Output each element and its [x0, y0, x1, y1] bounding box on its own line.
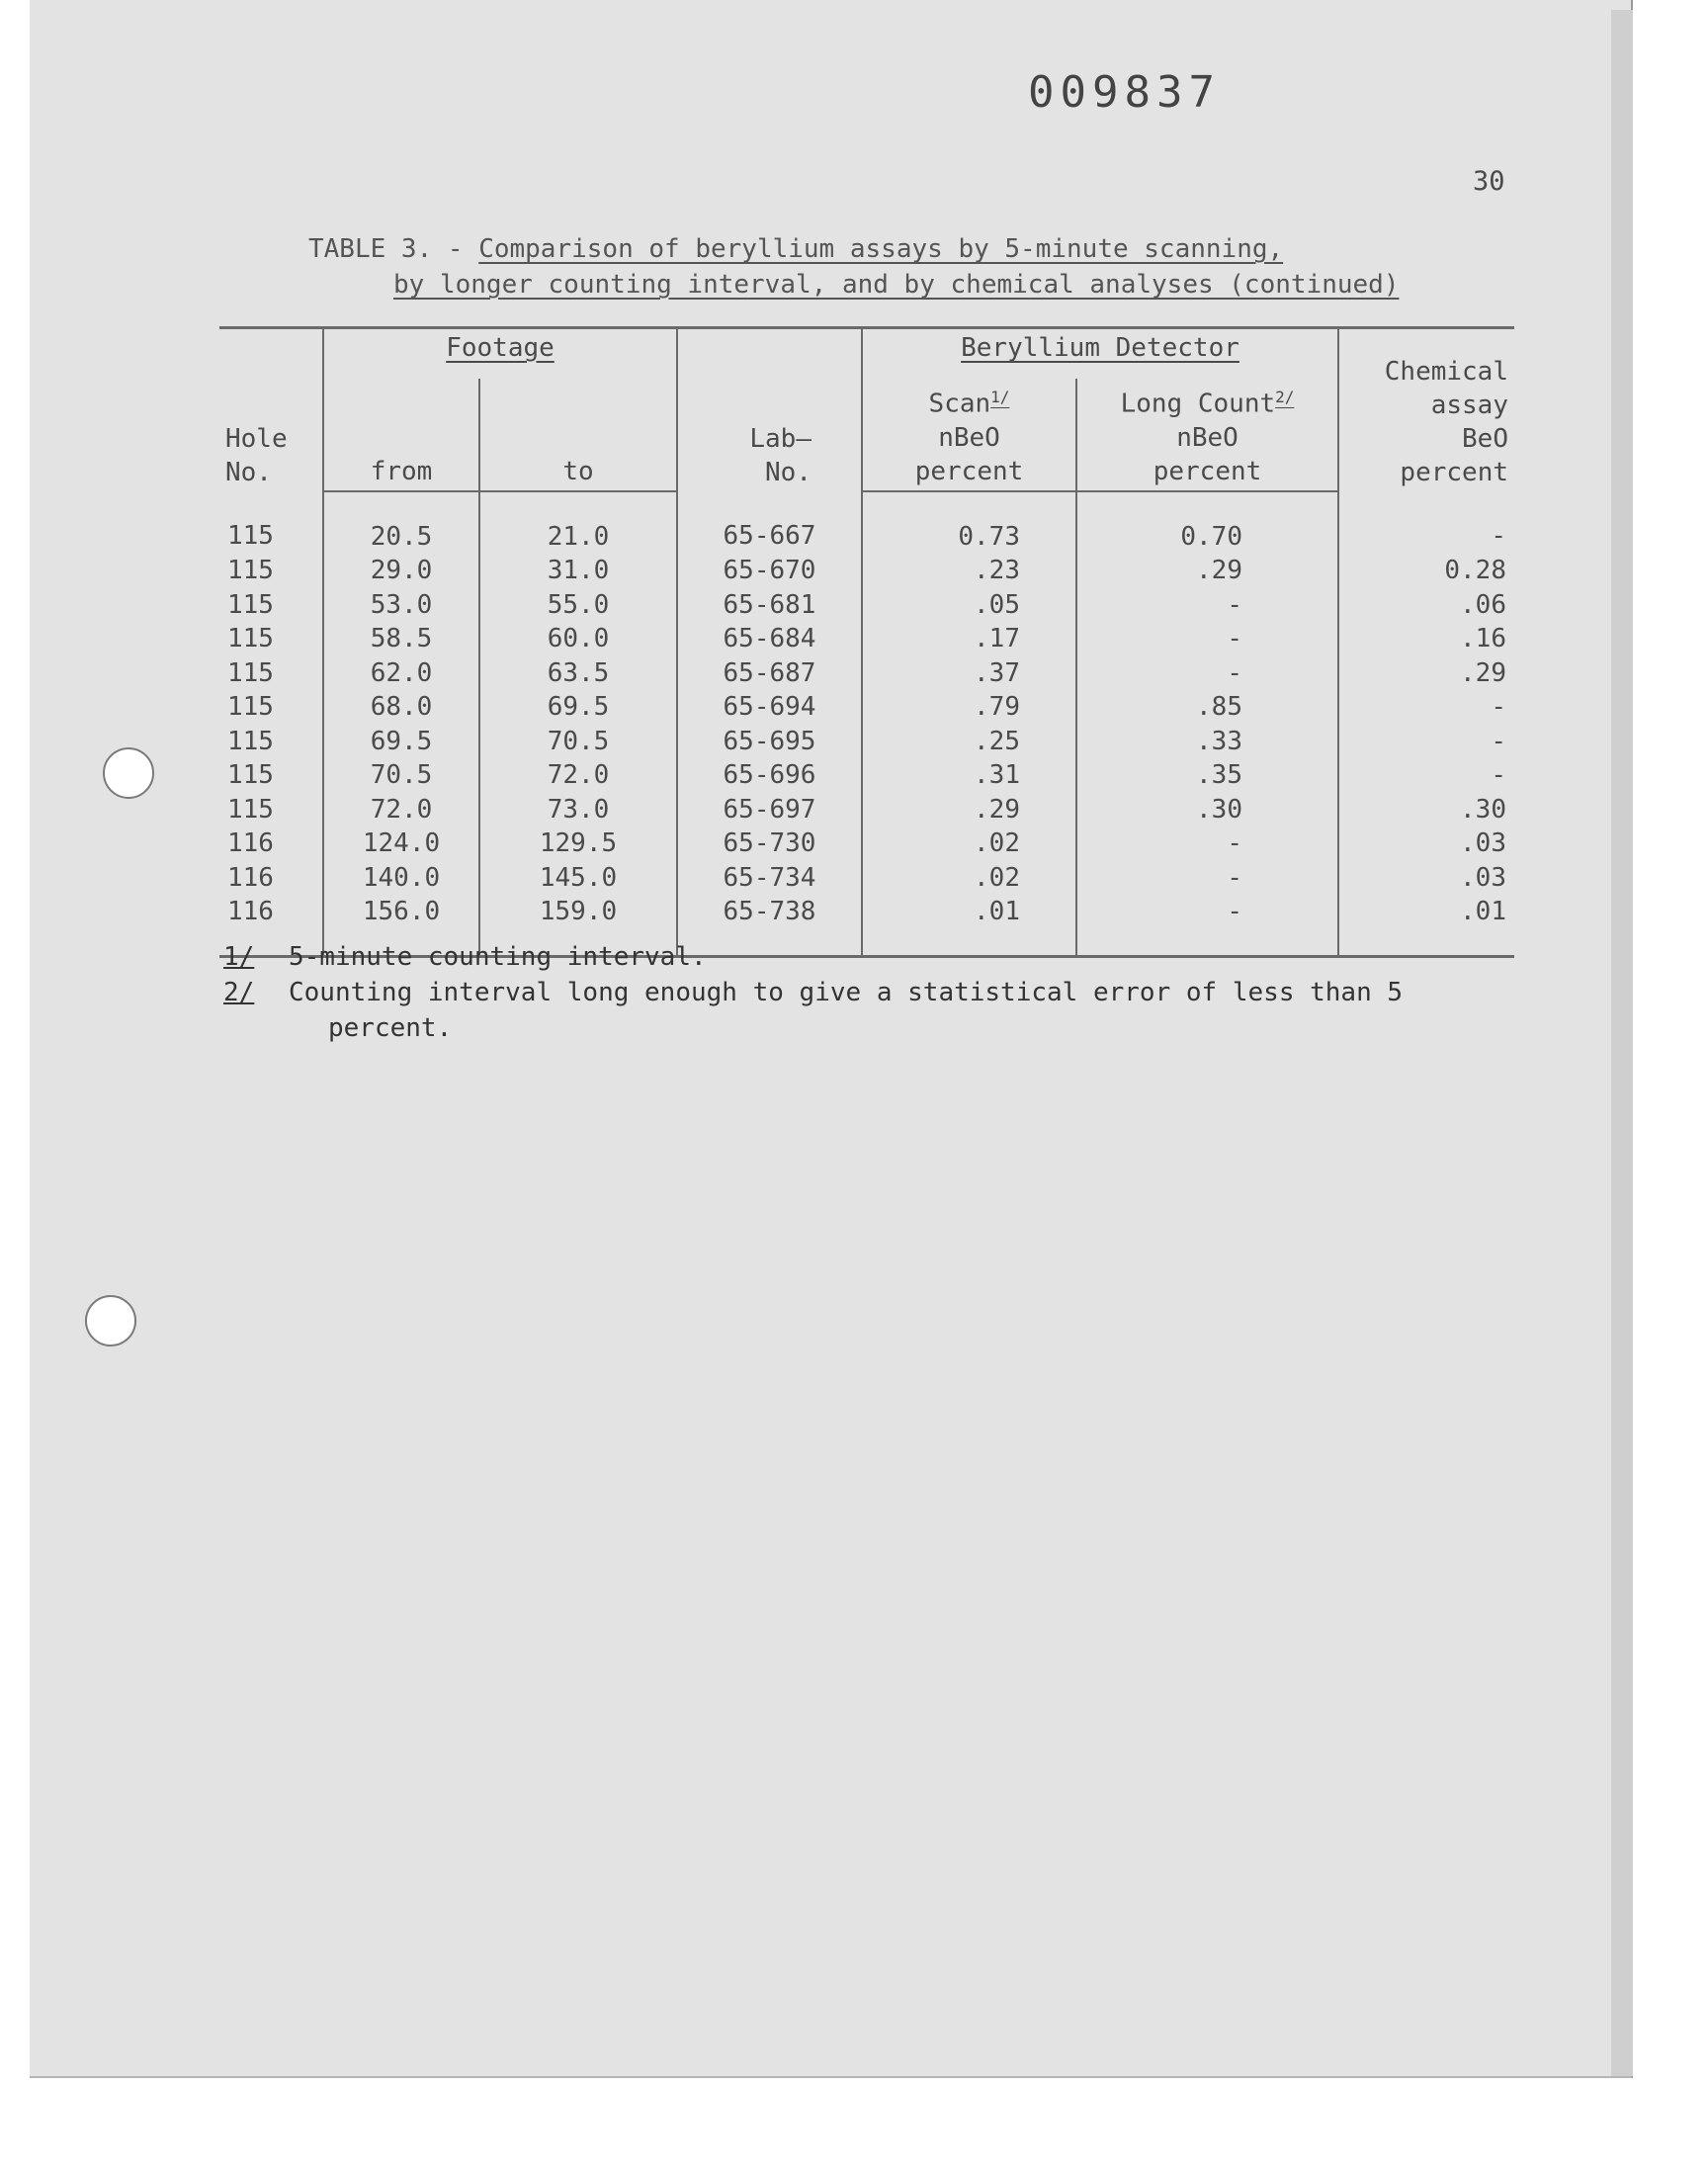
cell-chemical-beo: - — [1338, 690, 1514, 725]
cell-scan-nbeo: .02 — [862, 826, 1076, 861]
cell-lab-no: 65-730 — [677, 826, 862, 861]
cell-footage-from: 156.0 — [323, 895, 479, 956]
header-row-1 — [219, 328, 1514, 380]
cell-lab-no: 65-696 — [677, 758, 862, 793]
cell-scan-nbeo: .17 — [862, 622, 1076, 656]
cell-chemical-beo: .29 — [1338, 656, 1514, 691]
cell-scan-nbeo: .02 — [862, 861, 1076, 896]
header-footage: Footage — [323, 328, 677, 380]
cell-long-count-nbeo: - — [1076, 826, 1338, 861]
footnote-2 — [223, 975, 1403, 1010]
page-edge-shadow — [1611, 10, 1633, 2076]
cell-lab-no: 65-681 — [677, 588, 862, 623]
cell-footage-from: 58.5 — [323, 622, 479, 656]
cell-hole-no: 116 — [227, 828, 274, 859]
header-lab: Lab— No. — [677, 328, 862, 491]
header-from: from — [323, 379, 479, 491]
caption-line-2 — [308, 267, 1399, 303]
cell-lab-no: 65-734 — [677, 861, 862, 896]
cell-chemical-beo: - — [1338, 725, 1514, 759]
cell-footage-from: 68.0 — [323, 690, 479, 725]
cell-chemical-beo: .16 — [1338, 622, 1514, 656]
cell-hole-no: 115 — [227, 556, 274, 586]
cell-footage-to: 70.5 — [479, 725, 677, 759]
cell-chemical-beo: - — [1338, 758, 1514, 793]
cell-footage-to: 72.0 — [479, 758, 677, 793]
cell-chemical-beo: - — [1338, 491, 1514, 555]
cell-chemical-beo: .03 — [1338, 826, 1514, 861]
long-count-footnote-ref: 2/ — [1275, 388, 1295, 406]
cell-footage-from: 69.5 — [323, 725, 479, 759]
cell-footage-from: 72.0 — [323, 793, 479, 827]
beryllium-assay-table — [219, 326, 1514, 958]
cell-footage-to: 69.5 — [479, 690, 677, 725]
cell-scan-nbeo: .37 — [862, 656, 1076, 691]
cell-chemical-beo: .01 — [1338, 895, 1514, 956]
cell-footage-to: 60.0 — [479, 622, 677, 656]
cell-scan-nbeo: .29 — [862, 793, 1076, 827]
cell-footage-to: 63.5 — [479, 656, 677, 691]
punch-hole-lower — [85, 1295, 136, 1347]
cell-long-count-nbeo: .85 — [1076, 690, 1338, 725]
header-chemical-assay: Chemical assay BeO percent — [1338, 328, 1514, 491]
header-to: to — [479, 379, 677, 491]
table-row — [219, 656, 1514, 691]
cell-footage-to: 159.0 — [479, 895, 677, 956]
cell-scan-nbeo: .31 — [862, 758, 1076, 793]
cell-chemical-beo: .03 — [1338, 861, 1514, 896]
table-row — [219, 826, 1514, 861]
cell-hole-no: 115 — [227, 589, 274, 620]
cell-hole-no: 115 — [227, 760, 274, 791]
header-hole: Hole No. — [219, 328, 323, 491]
cell-footage-to: 145.0 — [479, 861, 677, 896]
cell-hole-no: 115 — [227, 521, 274, 552]
table-body — [219, 491, 1514, 957]
page-number: 30 — [1473, 166, 1505, 197]
cell-footage-from: 70.5 — [323, 758, 479, 793]
cell-footage-to: 21.0 — [479, 491, 677, 555]
cell-scan-nbeo: .25 — [862, 725, 1076, 759]
cell-long-count-nbeo: - — [1076, 895, 1338, 956]
cell-footage-to: 73.0 — [479, 793, 677, 827]
header-long-count: Long Count$^{2/}$ nBeO percent — [1076, 379, 1338, 491]
cell-hole-no: 116 — [227, 862, 274, 893]
cell-footage-from: 140.0 — [323, 861, 479, 896]
cell-scan-nbeo: .01 — [862, 895, 1076, 956]
table-row — [219, 554, 1514, 588]
cell-hole-no: 115 — [227, 624, 274, 654]
caption-label: TABLE 3. - — [308, 234, 479, 264]
footnote-2-continuation: percent. — [328, 1013, 453, 1043]
cell-footage-to: 129.5 — [479, 826, 677, 861]
cell-long-count-nbeo: .30 — [1076, 793, 1338, 827]
footnotes — [223, 939, 1403, 1046]
cell-chemical-beo: .30 — [1338, 793, 1514, 827]
punch-hole-upper — [103, 747, 154, 799]
table-row — [219, 793, 1514, 827]
cell-long-count-nbeo: .35 — [1076, 758, 1338, 793]
header-row-2 — [219, 379, 1514, 491]
cell-long-count-nbeo: - — [1076, 588, 1338, 623]
cell-hole-no: 115 — [227, 657, 274, 688]
cell-long-count-nbeo: .29 — [1076, 554, 1338, 588]
cell-lab-no: 65-695 — [677, 725, 862, 759]
cell-footage-from: 62.0 — [323, 656, 479, 691]
header-beryllium-detector: Beryllium Detector — [862, 328, 1338, 380]
cell-lab-no: 65-670 — [677, 554, 862, 588]
cell-scan-nbeo: 0.73 — [862, 491, 1076, 555]
caption-line-1 — [308, 231, 1399, 267]
footnote-1-text: 5-minute counting interval. — [289, 942, 707, 972]
cell-hole-no: 115 — [227, 692, 274, 723]
caption-title-part-2: by longer counting interval, and by chemical analyses (continued) — [393, 270, 1400, 300]
cell-scan-nbeo: .23 — [862, 554, 1076, 588]
footnote-1-mark: 1/ — [223, 942, 255, 972]
caption-title-part-1: Comparison of beryllium assays by 5-minute scanning, — [478, 234, 1284, 264]
cell-lab-no: 65-697 — [677, 793, 862, 827]
cell-hole-no: 115 — [227, 726, 274, 756]
table-row — [219, 622, 1514, 656]
cell-hole-no: 115 — [227, 794, 274, 825]
table-row — [219, 690, 1514, 725]
cell-long-count-nbeo: 0.70 — [1076, 491, 1338, 555]
cell-long-count-nbeo: - — [1076, 656, 1338, 691]
cell-footage-to: 55.0 — [479, 588, 677, 623]
footnote-2-mark: 2/ — [223, 978, 255, 1007]
cell-scan-nbeo: .05 — [862, 588, 1076, 623]
cell-long-count-nbeo: - — [1076, 861, 1338, 896]
cell-footage-from: 124.0 — [323, 826, 479, 861]
footnote-1 — [223, 939, 1403, 975]
cell-footage-to: 31.0 — [479, 554, 677, 588]
table-row — [219, 491, 1514, 555]
cell-footage-from: 20.5 — [323, 491, 479, 555]
table-row — [219, 588, 1514, 623]
table-row — [219, 725, 1514, 759]
table-caption — [308, 231, 1399, 303]
cell-scan-nbeo: .79 — [862, 690, 1076, 725]
table-row — [219, 758, 1514, 793]
document-number: 009837 — [1028, 67, 1221, 118]
cell-lab-no: 65-694 — [677, 690, 862, 725]
cell-lab-no: 65-687 — [677, 656, 862, 691]
cell-lab-no: 65-667 — [677, 491, 862, 555]
table-row — [219, 861, 1514, 896]
cell-chemical-beo: 0.28 — [1338, 554, 1514, 588]
cell-lab-no: 65-738 — [677, 895, 862, 956]
footnote-2-text: Counting interval long enough to give a statistical error of less than 5 — [289, 978, 1404, 1007]
cell-chemical-beo: .06 — [1338, 588, 1514, 623]
cell-footage-from: 53.0 — [323, 588, 479, 623]
cell-long-count-nbeo: .33 — [1076, 725, 1338, 759]
cell-hole-no: 116 — [219, 895, 323, 956]
cell-lab-no: 65-684 — [677, 622, 862, 656]
header-scan: Scan$^{1/}$ nBeO percent — [862, 379, 1076, 491]
scan-footnote-ref: 1/ — [990, 388, 1010, 406]
cell-long-count-nbeo: - — [1076, 622, 1338, 656]
cell-footage-from: 29.0 — [323, 554, 479, 588]
